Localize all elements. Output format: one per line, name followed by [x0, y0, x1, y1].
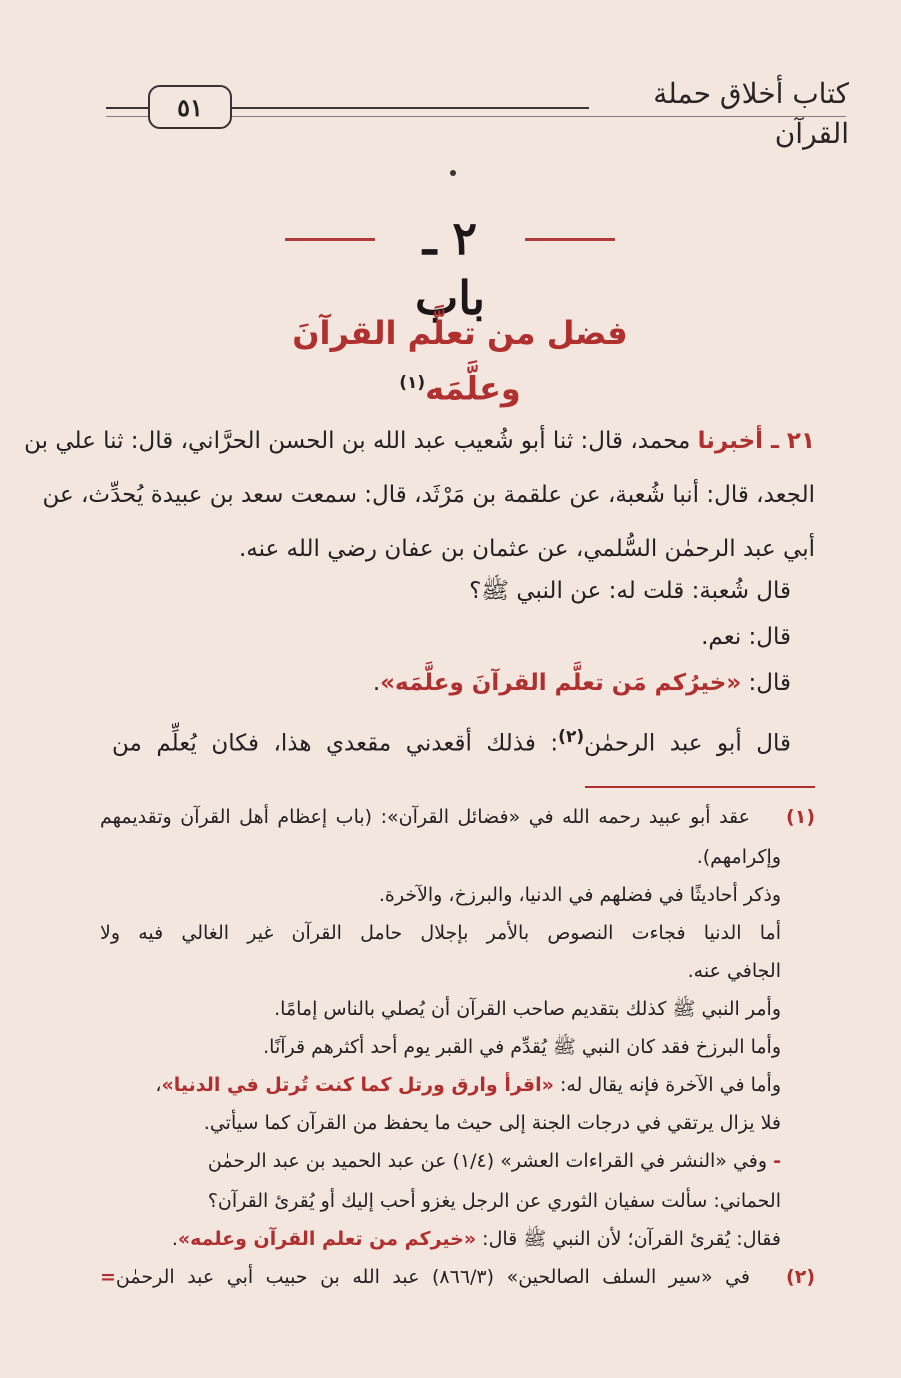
footnote-1-line-2: وإكرامهم).: [696, 846, 781, 868]
ornament-dot: [450, 170, 456, 176]
body-line-4: قال شُعبة: قلت له: عن النبي ﷺ؟: [469, 578, 791, 604]
footnote-ref-2: (٢): [558, 727, 585, 747]
footnote-separator: [585, 786, 815, 788]
footnote-1-line-7: وأما البرزخ فقد كان النبي ﷺ يُقدِّم في القبر يوم أحد أكثرهم قرآنًا.: [263, 1036, 781, 1058]
chapter-heading: ٢ ـ باب: [414, 211, 486, 325]
chapter-rule-right: [525, 238, 615, 241]
hadith-number: ٢١ ـ أخبرنا: [697, 428, 815, 454]
footnote-1-line-6: وأمر النبي ﷺ كذلك بتقديم صاحب القرآن أن يُصلي بالناس إمامًا.: [274, 998, 781, 1020]
footnote-1-line-5: الجافي عنه.: [687, 960, 781, 982]
body-line-5: قال: نعم.: [701, 624, 791, 650]
body-line-3: أبي عبد الرحمٰن السُّلمي، عن عثمان بن عفان رضي الله عنه.: [238, 536, 815, 562]
footnote-2-line-1: (٢)في «سير السلف الصالحين» (٨٦٦/٣) عبد الله بن حبيب أبي عبد الرحمٰن=: [100, 1266, 815, 1288]
footnote-1-line-10: - وفي «النشر في القراءات العشر» (١/٤) عن عبد الحميد بن عبد الرحمٰن: [207, 1150, 781, 1172]
body-line-6: قال: «خيرُكم مَن تعلَّم القرآنَ وعلَّمَه».: [372, 670, 791, 696]
chapter-title-footnote-ref: (١): [399, 373, 426, 393]
footnote-1-line-1: (١)عقد أبو عبيد رحمه الله في «فضائل القرآن»: (باب إعظام أهل القرآن وتقديمهم: [100, 806, 815, 828]
footnote-1-line-11: الحماني: سألت سفيان الثوري عن الرجل يغزو أحب إليك أو يُقرئ القرآن؟: [207, 1190, 781, 1212]
footnote-2-number: (٢): [786, 1266, 815, 1288]
footnote-1-line-4: أما الدنيا فجاءت النصوص بالأمر بإجلال حامل القرآن غير الغالي فيه ولا: [100, 922, 781, 944]
footnote-1-line-3: وذكر أحاديثًا في فضلهم في الدنيا، والبرزخ، والآخرة.: [378, 884, 781, 906]
footnote-1-line-9: فلا يزال يرتقي في درجات الجنة إلى حيث ما يحفظ من القرآن كما سيأتي.: [203, 1112, 781, 1134]
chapter-title: [240, 308, 680, 414]
footnote-quote-2: «خيركم من تعلم القرآن وعلمه»: [177, 1228, 477, 1250]
hadith-quote: «خيرُكم مَن تعلَّم القرآنَ وعلَّمَه»: [380, 670, 742, 696]
chapter-title-text: فضل من تعلَّم القرآنَ وعلَّمَه: [292, 314, 628, 408]
body-line-7: قال أبو عبد الرحمٰن$^{(٢)}$: فذلك أقعدني مقعدي هذا، فكان يُعلِّم من: [112, 727, 791, 757]
footnote-1-line-8: وأما في الآخرة فإنه يقال له: «اقرأ وارق ورتل كما كنت تُرتل في الدنيا»،: [155, 1074, 781, 1096]
chapter-rule-left: [285, 238, 375, 241]
continuation-mark: =: [100, 1266, 116, 1288]
footnote-1-line-12: فقال: يُقرئ القرآن؛ لأن النبي ﷺ قال: «خيركم من تعلم القرآن وعلمه».: [171, 1228, 781, 1250]
footnote-quote-1: «اقرأ وارق ورتل كما كنت تُرتل في الدنيا»: [161, 1074, 554, 1096]
page-number: ٥١: [148, 85, 232, 129]
body-line-1: ٢١ ـ أخبرنا محمد، قال: ثنا أبو شُعيب عبد الله بن الحسن الحرَّاني، قال: ثنا علي بن: [24, 428, 815, 454]
body-line-2: الجعد، قال: أنبا شُعبة، عن علقمة بن مَرْثَد، قال: سمعت سعد بن عبيدة يُحدِّث، عن: [42, 482, 815, 508]
running-book-title: كتاب أخلاق حملة القرآن: [589, 74, 849, 114]
dash-mark: -: [773, 1150, 781, 1172]
footnote-1-number: (١): [786, 806, 815, 828]
